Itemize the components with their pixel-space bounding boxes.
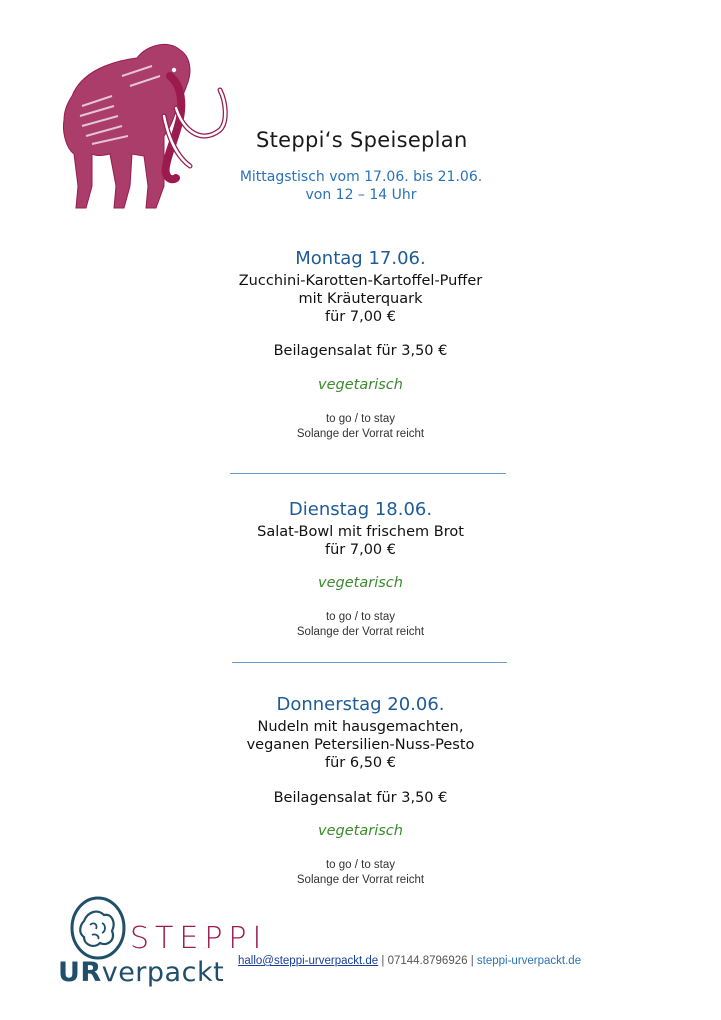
dish-line: veganen Petersilien-Nuss-Pesto [246, 737, 475, 753]
day-heading-thursday: Donnerstag 20.06. [276, 694, 445, 715]
divider [232, 662, 507, 663]
dish-price: für 7,00 € [325, 542, 396, 558]
lunch-hours: von 12 – 14 Uhr [305, 187, 417, 203]
day-heading-tuesday: Dienstag 18.06. [288, 499, 433, 520]
separator: | [378, 955, 388, 967]
divider [230, 473, 506, 474]
day-heading-monday: Montag 17.06. [295, 248, 426, 269]
logo-steppi: STEPPI [130, 921, 268, 956]
lunch-dates: Mittagstisch vom 17.06. bis 21.06. [239, 169, 483, 185]
lunch-period [230, 168, 492, 204]
vegetarian-tag-thursday: vegetarisch [318, 823, 403, 839]
side-salad-thursday: Beilagensalat für 3,50 € [273, 790, 448, 806]
logo-verpackt: verpackt [101, 957, 225, 988]
dish-price: für 7,00 € [325, 309, 396, 325]
side-salad-monday: Beilagensalat für 3,50 € [273, 343, 448, 359]
separator: | [467, 955, 477, 967]
supply-note: Solange der Vorrat reicht [296, 428, 425, 440]
logo-urverpackt [58, 957, 224, 988]
dish-line: Salat-Bowl mit frischem Brot [257, 524, 464, 540]
to-go-note: to go / to stay [325, 611, 396, 623]
note-monday [0, 412, 721, 442]
dish-price: für 6,50 € [325, 755, 396, 771]
note-tuesday [0, 610, 721, 640]
note-thursday [0, 858, 721, 888]
to-go-note: to go / to stay [325, 413, 396, 425]
dish-monday [0, 272, 721, 326]
phone-number: 07144.8796926 [387, 955, 468, 967]
dish-line: Nudeln mit hausgemachten, [257, 719, 464, 735]
brand-logo [58, 895, 268, 995]
supply-note: Solange der Vorrat reicht [296, 874, 425, 886]
mammoth-illustration [52, 36, 232, 216]
supply-note: Solange der Vorrat reicht [296, 626, 425, 638]
to-go-note: to go / to stay [325, 859, 396, 871]
page-title: Steppi‘s Speiseplan [256, 128, 468, 152]
walnut-icon [68, 895, 128, 961]
dish-line: mit Kräuterquark [298, 291, 423, 307]
dish-line: Zucchini-Karotten-Kartoffel-Puffer [238, 273, 483, 289]
contact-footer [238, 955, 581, 967]
dish-thursday [0, 718, 721, 772]
vegetarian-tag-tuesday: vegetarisch [318, 575, 403, 591]
email-link[interactable]: hallo@steppi-urverpackt.de [238, 955, 379, 967]
dish-tuesday [0, 523, 721, 559]
vegetarian-tag-monday: vegetarisch [318, 377, 403, 393]
website-link[interactable]: steppi-urverpackt.de [476, 955, 582, 967]
logo-ur: UR [58, 957, 102, 988]
